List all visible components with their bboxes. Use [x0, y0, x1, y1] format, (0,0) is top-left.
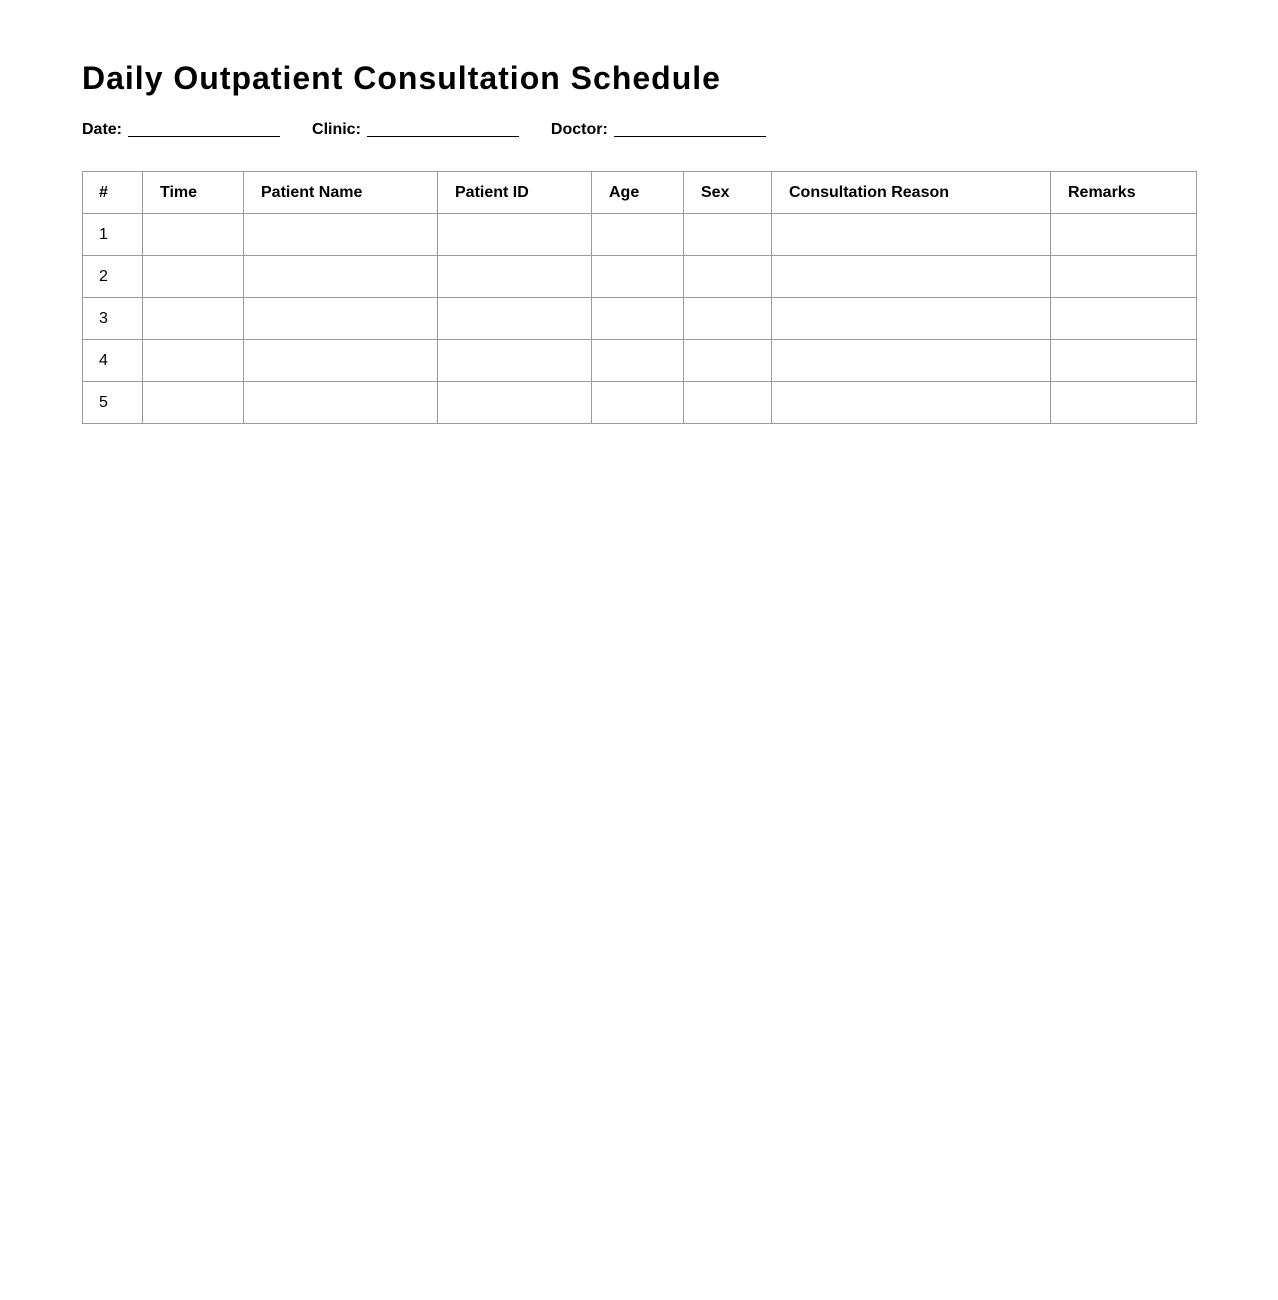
time-cell[interactable] [143, 382, 244, 424]
clinic-blank-line[interactable] [367, 136, 519, 137]
page-title: Daily Outpatient Consultation Schedule [82, 60, 721, 96]
table-row [83, 214, 1197, 256]
row-number-cell: 3 [83, 298, 143, 340]
patient-name-cell[interactable] [244, 382, 438, 424]
remarks-cell[interactable] [1051, 382, 1197, 424]
patient-name-cell[interactable] [244, 214, 438, 256]
consultation-reason-cell[interactable] [772, 256, 1051, 298]
time-cell[interactable] [143, 256, 244, 298]
time-cell[interactable] [143, 298, 244, 340]
sex-cell[interactable] [684, 340, 772, 382]
remarks-cell[interactable] [1051, 214, 1197, 256]
table-row [83, 256, 1197, 298]
doctor-blank-line[interactable] [614, 136, 766, 137]
patient-id-cell[interactable] [438, 340, 592, 382]
header-number: # [83, 172, 143, 214]
patient-name-cell[interactable] [244, 256, 438, 298]
age-cell[interactable] [592, 340, 684, 382]
header-remarks: Remarks [1051, 172, 1197, 214]
consultation-reason-cell[interactable] [772, 298, 1051, 340]
header-sex: Sex [684, 172, 772, 214]
remarks-cell[interactable] [1051, 256, 1197, 298]
remarks-cell[interactable] [1051, 340, 1197, 382]
patient-id-cell[interactable] [438, 214, 592, 256]
sex-cell[interactable] [684, 298, 772, 340]
row-number-cell: 5 [83, 382, 143, 424]
age-cell[interactable] [592, 382, 684, 424]
date-field [82, 120, 280, 140]
table-header-row [83, 172, 1197, 214]
header-age: Age [592, 172, 684, 214]
table-row [83, 340, 1197, 382]
sex-cell[interactable] [684, 214, 772, 256]
table-row [83, 298, 1197, 340]
patient-name-cell[interactable] [244, 340, 438, 382]
schedule-table [82, 171, 1197, 424]
remarks-cell[interactable] [1051, 298, 1197, 340]
date-label: Date: [82, 121, 123, 138]
age-cell[interactable] [592, 256, 684, 298]
schedule-form [82, 58, 1196, 424]
clinic-label: Clinic: [312, 121, 361, 138]
header-time: Time [143, 172, 244, 214]
consultation-reason-cell[interactable] [772, 340, 1051, 382]
row-number-cell: 2 [83, 256, 143, 298]
patient-id-cell[interactable] [438, 256, 592, 298]
row-number-cell: 1 [83, 214, 143, 256]
time-cell[interactable] [143, 214, 244, 256]
meta-fields [82, 118, 1196, 140]
patient-name-cell[interactable] [244, 298, 438, 340]
consultation-reason-cell[interactable] [772, 382, 1051, 424]
age-cell[interactable] [592, 214, 684, 256]
header-patient-name: Patient Name [244, 172, 438, 214]
sex-cell[interactable] [684, 382, 772, 424]
doctor-field [551, 120, 766, 140]
age-cell[interactable] [592, 298, 684, 340]
date-blank-line[interactable] [128, 136, 280, 137]
patient-id-cell[interactable] [438, 298, 592, 340]
patient-id-cell[interactable] [438, 382, 592, 424]
clinic-field [312, 120, 519, 140]
header-consultation-reason: Consultation Reason [772, 172, 1051, 214]
consultation-reason-cell[interactable] [772, 214, 1051, 256]
header-patient-id: Patient ID [438, 172, 592, 214]
sex-cell[interactable] [684, 256, 772, 298]
doctor-label: Doctor: [550, 121, 608, 138]
time-cell[interactable] [143, 340, 244, 382]
row-number-cell: 4 [83, 340, 143, 382]
table-row [83, 382, 1197, 424]
